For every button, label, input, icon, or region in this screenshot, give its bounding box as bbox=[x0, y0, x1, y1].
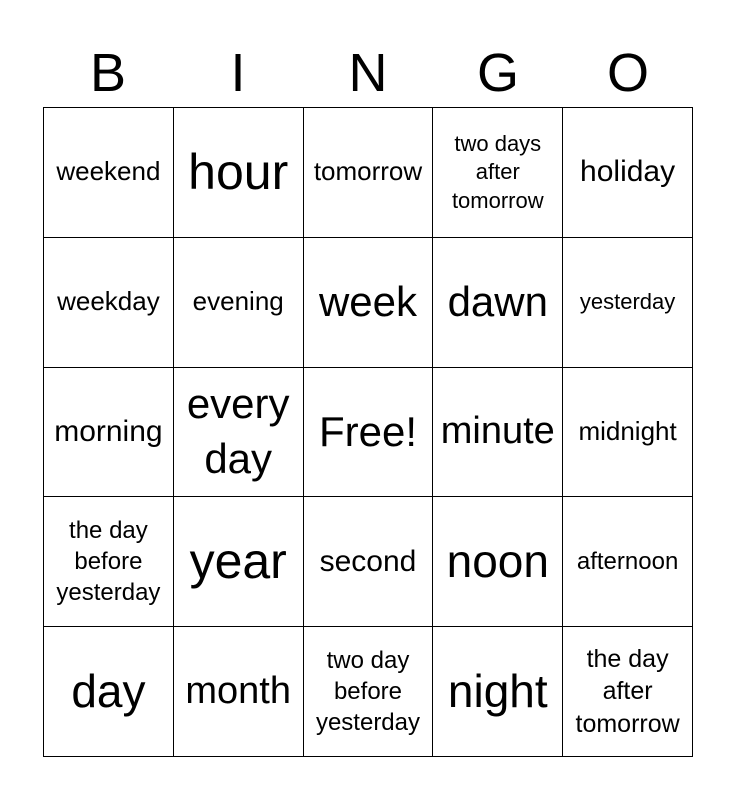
cell-label: day bbox=[71, 665, 146, 718]
bingo-cell-holiday[interactable] bbox=[563, 108, 693, 238]
cell-label: second bbox=[319, 544, 417, 578]
bingo-cell-tomorrow[interactable] bbox=[304, 108, 434, 238]
cell-label: evening bbox=[192, 286, 284, 317]
bingo-cell-two-days-after-tomorrow[interactable] bbox=[433, 108, 563, 238]
bingo-cell-minute[interactable] bbox=[433, 368, 563, 498]
bingo-cell-week[interactable] bbox=[304, 238, 434, 368]
cell-label: tomorrow bbox=[313, 156, 423, 187]
cell-label: afternoon bbox=[576, 548, 679, 576]
bingo-cell-day[interactable] bbox=[44, 627, 174, 757]
bingo-cell-two-day-before-yesterday[interactable] bbox=[304, 627, 434, 757]
cell-label: hour bbox=[188, 143, 289, 200]
bingo-cell-weekend[interactable] bbox=[44, 108, 174, 238]
bingo-cell-weekday[interactable] bbox=[44, 238, 174, 368]
cell-label: weekend bbox=[56, 156, 161, 187]
cell-label: month bbox=[185, 669, 291, 712]
cell-label: the day after tomorrow bbox=[575, 644, 680, 738]
bingo-cell-yesterday[interactable] bbox=[563, 238, 693, 368]
bingo-cell-year[interactable] bbox=[174, 497, 304, 627]
cell-label: holiday bbox=[580, 155, 676, 189]
bingo-cell-midnight[interactable] bbox=[563, 368, 693, 498]
cell-label: noon bbox=[446, 535, 549, 588]
cell-label: every day bbox=[186, 380, 290, 482]
bingo-cell-night[interactable] bbox=[433, 627, 563, 757]
cell-label: yesterday bbox=[579, 288, 676, 314]
bingo-cell-the-day-after-tomorrow[interactable] bbox=[563, 627, 693, 757]
bingo-header bbox=[43, 40, 693, 106]
bingo-card-grid bbox=[43, 107, 693, 757]
cell-label: the day before yesterday bbox=[56, 517, 161, 607]
bingo-cell-second[interactable] bbox=[304, 497, 434, 627]
bingo-cell-every-day[interactable] bbox=[174, 368, 304, 498]
cell-label: two days after tomorrow bbox=[451, 130, 544, 213]
header-letter-b: B bbox=[89, 43, 127, 103]
bingo-cell-free[interactable] bbox=[304, 368, 434, 498]
bingo-cell-morning[interactable] bbox=[44, 368, 174, 498]
cell-label: year bbox=[189, 533, 287, 590]
bingo-cell-noon[interactable] bbox=[433, 497, 563, 627]
cell-label: morning bbox=[54, 414, 163, 448]
cell-label: week bbox=[318, 277, 418, 325]
cell-label: night bbox=[447, 665, 548, 718]
header-letter-g: G bbox=[476, 43, 519, 103]
cell-label: midnight bbox=[578, 416, 677, 447]
bingo-cell-hour[interactable] bbox=[174, 108, 304, 238]
cell-label: minute bbox=[440, 410, 555, 453]
bingo-cell-the-day-before-yesterday[interactable] bbox=[44, 497, 174, 627]
header-letter-o: O bbox=[606, 43, 649, 103]
cell-label: Free! bbox=[318, 407, 417, 455]
bingo-cell-evening[interactable] bbox=[174, 238, 304, 368]
cell-label: two day before yesterday bbox=[315, 646, 421, 737]
cell-label: dawn bbox=[447, 277, 548, 325]
bingo-cell-month[interactable] bbox=[174, 627, 304, 757]
header-letter-i: I bbox=[230, 43, 246, 103]
bingo-cell-dawn[interactable] bbox=[433, 238, 563, 368]
bingo-cell-afternoon[interactable] bbox=[563, 497, 693, 627]
cell-label: weekday bbox=[57, 286, 160, 317]
header-letter-n: N bbox=[348, 43, 388, 103]
